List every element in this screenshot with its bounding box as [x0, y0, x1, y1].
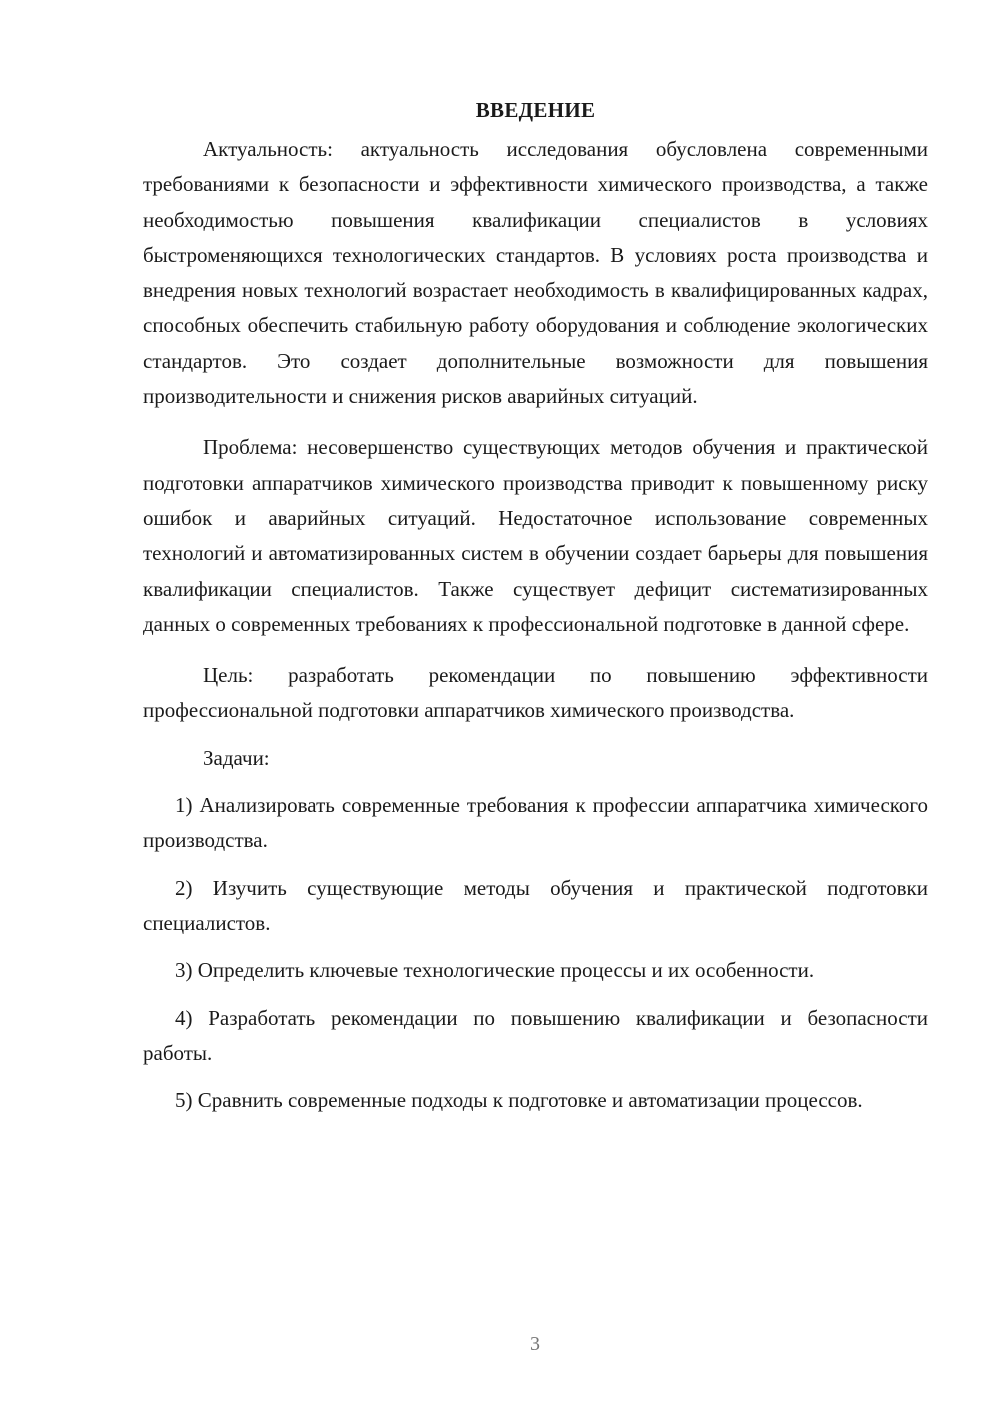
task-item-1: 1) Анализировать современные требования к профессии аппаратчика химического производства.	[143, 793, 928, 853]
task-item-3: 3) Определить ключевые технологические процессы и их особенности.	[175, 958, 815, 983]
goal-paragraph: Цель: разработать рекомендации по повышению эффективности профессиональной подготовки аппаратчиков химического производства.	[143, 663, 928, 723]
problem-paragraph: Проблема: несовершенство существующих методов обучения и практической подготовки аппаратчиков химического производства приводит к повышенному риску ошибок и аварийных ситуаций. Недостаточное использование современных технологий и автоматизированных систем в обучении создает барьеры для повышения квалификации специалистов. Также существует дефицит систематизированных данных о современных требованиях к профессиональной подготовке в данной сфере.	[143, 435, 928, 636]
section-heading: ВВЕДЕНИЕ	[475, 98, 596, 122]
page-number: 3	[530, 1333, 540, 1355]
task-item-2: 2) Изучить существующие методы обучения и практической подготовки специалистов.	[143, 875, 928, 935]
task-item-4: 4) Разработать рекомендации по повышению квалификации и безопасности работы.	[143, 1005, 928, 1065]
page-content	[143, 92, 928, 1130]
relevance-paragraph: Актуальность: актуальность исследования обусловлена современными требованиями к безопасности и эффективности химического производства, а также необходимостью повышения квалификации специалистов в условиях быстроменяющихся технологических стандартов. В условиях роста производства и внедрения новых технологий возрастает необходимость в квалифицированных кадрах, способных обеспечить стабильную работу оборудования и соблюдение экологических стандартов. Это создает дополнительные возможности для повышения производительности и снижения рисков аварийных ситуаций.	[143, 137, 928, 409]
tasks-title: Задачи:	[203, 745, 270, 770]
tasks-list	[143, 788, 928, 1118]
task-item-5: 5) Сравнить современные подходы к подготовке и автоматизации процессов.	[175, 1088, 863, 1113]
